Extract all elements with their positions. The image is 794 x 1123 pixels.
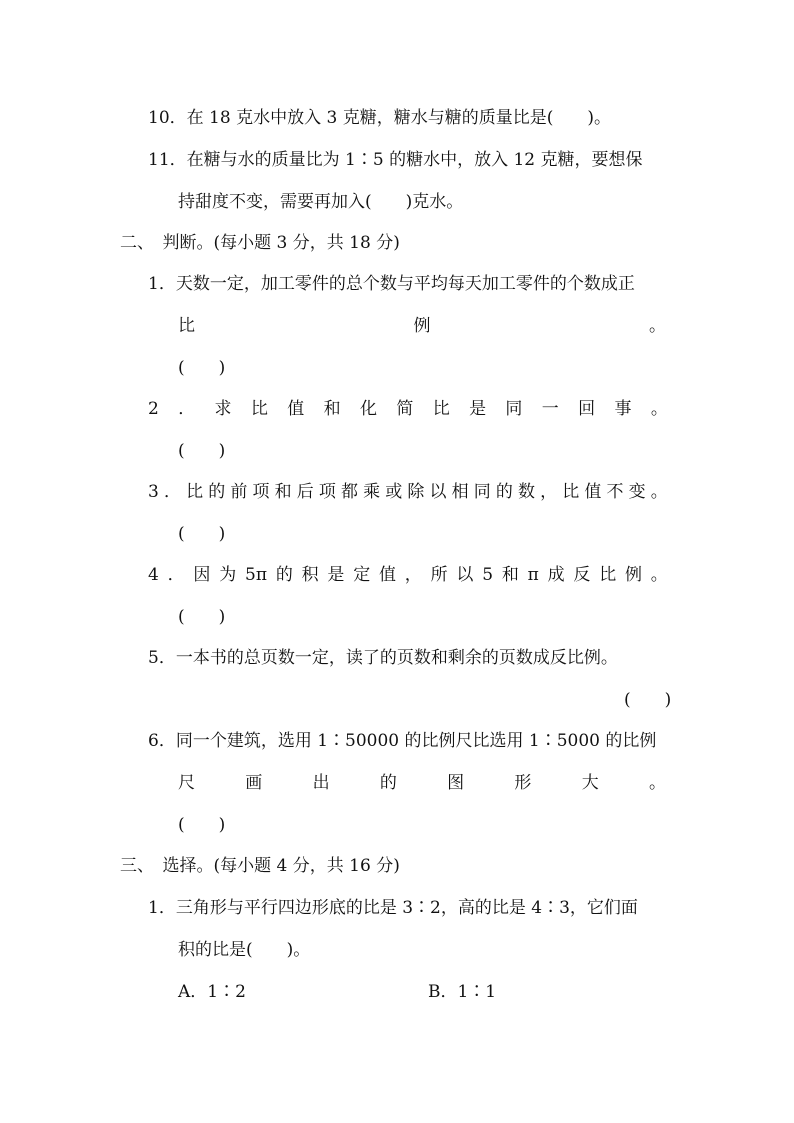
char: 定 — [353, 565, 371, 585]
char: 出 — [312, 773, 330, 793]
char: 比 — [250, 399, 268, 419]
char: 回 — [578, 399, 596, 419]
char: 事 — [614, 399, 632, 419]
char: 形 — [514, 773, 532, 793]
char: 。 — [650, 565, 668, 585]
char: 求 — [214, 399, 232, 419]
char: 的 — [495, 482, 513, 502]
char: 乘 — [363, 482, 381, 502]
char: 2 — [148, 399, 159, 419]
char: 为 — [219, 565, 237, 585]
char: 例 — [624, 565, 642, 585]
char: 大 — [581, 773, 599, 793]
char: 都 — [340, 482, 358, 502]
char: 。 — [650, 482, 668, 502]
question-11-line-1: 11．在糖与水的质量比为 1∶5 的糖水中，放入 12 克糖，要想保 — [148, 150, 643, 170]
char: 值 — [584, 482, 602, 502]
char: 相 — [451, 482, 469, 502]
char: 的 — [275, 565, 293, 585]
char: 项 — [252, 482, 270, 502]
char: 除 — [407, 482, 425, 502]
char: 后 — [296, 482, 314, 502]
char: ． — [163, 482, 181, 502]
char: π — [527, 565, 539, 585]
choice-question-1-line-1: 1．三角形与平行四边形底的比是 3∶2，高的比是 4∶3，它们面 — [148, 898, 638, 918]
char: 。 — [650, 399, 668, 419]
char: 积 — [301, 565, 319, 585]
char: 和 — [274, 482, 292, 502]
judge-question-1-line-2 — [178, 314, 666, 338]
question-11-line-2: 持甜度不变，需要再加入( )克水。 — [178, 192, 464, 212]
char: 或 — [385, 482, 403, 502]
char: 比 — [432, 399, 450, 419]
char: 项 — [318, 482, 336, 502]
char: 的 — [208, 482, 226, 502]
judge-question-4 — [148, 563, 668, 587]
char: 不 — [606, 482, 624, 502]
char: 简 — [396, 399, 414, 419]
char: ． — [178, 399, 196, 419]
char: 反 — [573, 565, 591, 585]
answer-paren[interactable]: ( ) — [624, 690, 672, 710]
char: 例 — [413, 316, 431, 336]
char: 5π — [245, 565, 268, 585]
char: 比 — [599, 565, 617, 585]
char: 和 — [501, 565, 519, 585]
char: 比 — [562, 482, 580, 502]
char: 的 — [379, 773, 397, 793]
answer-paren[interactable]: ( ) — [178, 358, 226, 378]
judge-question-3 — [148, 480, 668, 504]
char: ， — [540, 482, 558, 502]
char: 。 — [648, 773, 666, 793]
judge-question-5: 5．一本书的总页数一定，读了的页数和剩余的页数成反比例。 — [148, 648, 618, 668]
char: 比 — [178, 316, 195, 336]
option-a[interactable]: A．1∶2 — [178, 982, 246, 1002]
char: 因 — [193, 565, 211, 585]
answer-paren[interactable]: ( ) — [178, 607, 226, 627]
char: 画 — [245, 773, 263, 793]
char: 化 — [359, 399, 377, 419]
answer-paren[interactable]: ( ) — [178, 815, 226, 835]
char: 4 — [148, 565, 159, 585]
char: 前 — [230, 482, 248, 502]
char: 是 — [469, 399, 487, 419]
answer-paren[interactable]: ( ) — [178, 441, 226, 461]
char: 尺 — [178, 773, 195, 793]
char: ． — [167, 565, 185, 585]
section-2-heading: 二、 判断。(每小题 3 分，共 18 分) — [120, 233, 400, 253]
char: 值 — [287, 399, 305, 419]
judge-question-6-line-2 — [178, 771, 666, 795]
char: 以 — [456, 565, 474, 585]
judge-question-2 — [148, 397, 668, 421]
char: 变 — [628, 482, 646, 502]
char: 值 — [379, 565, 396, 585]
char: 是 — [327, 565, 345, 585]
judge-question-6-line-1: 6．同一个建筑，选用 1∶50000 的比例尺比选用 1∶5000 的比例 — [148, 731, 657, 751]
char: 图 — [447, 773, 465, 793]
question-10: 10．在 18 克水中放入 3 克糖，糖水与糖的质量比是( )。 — [148, 108, 611, 128]
char: 一 — [541, 399, 559, 419]
char: 比 — [186, 482, 204, 502]
char: 所 — [430, 565, 448, 585]
char: 。 — [649, 316, 666, 336]
char: 以 — [429, 482, 447, 502]
char: 成 — [547, 565, 565, 585]
section-3-heading: 三、 选择。(每小题 4 分，共 16 分) — [120, 856, 400, 876]
char: 同 — [473, 482, 491, 502]
char: 数 — [517, 482, 535, 502]
option-b[interactable]: B．1∶1 — [428, 982, 497, 1002]
char: 3 — [148, 482, 159, 502]
choice-question-1-line-2: 积的比是( )。 — [178, 940, 311, 960]
char: 和 — [323, 399, 341, 419]
char: ， — [404, 565, 422, 585]
judge-question-1-line-1: 1．天数一定，加工零件的总个数与平均每天加工零件的个数成正 — [148, 274, 635, 294]
char: 同 — [505, 399, 523, 419]
char: 5 — [482, 565, 494, 585]
answer-paren[interactable]: ( ) — [178, 524, 226, 544]
